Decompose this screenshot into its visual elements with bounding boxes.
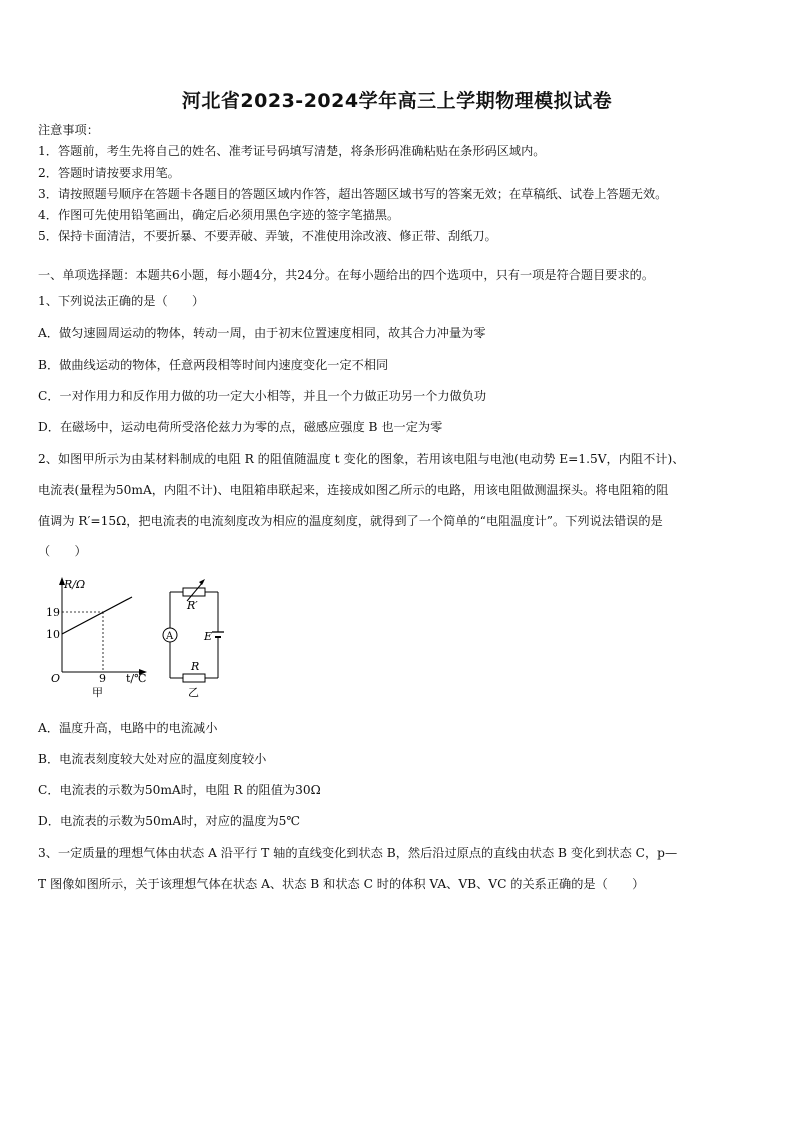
question-stem-line: T 图像如图所示，关于该理想气体在状态 A、状态 B 和状态 C 时的体积 VA、VB、VC 的关系正确的是（ ） (38, 877, 645, 891)
option-d: D．在磁场中，运动电荷所受洛伦兹力为零的点，磁感应强度 B 也一定为零 (38, 420, 443, 434)
y-tick-19: 19 (46, 606, 60, 619)
q2-figure (38, 572, 248, 707)
rbox-label: R′ (187, 599, 198, 612)
x-tick-9: 9 (99, 672, 106, 685)
circuit-diagram (163, 579, 224, 699)
option-c: C．一对作用力和反作用力做的功一定大小相等，并且一个力做正功另一个力做负功 (38, 389, 487, 403)
option-b: B．做曲线运动的物体，任意两段相等时间内速度变化一定不相同 (38, 358, 389, 372)
notice-heading: 注意事项： (38, 123, 99, 137)
question-stem-line: 电流表(量程为50mA，内阻不计)、电阻箱串联起来，连接成如图乙所示的电路，用该电阻做测温探头。将电阻箱的阻 (38, 483, 669, 497)
graph-caption: 甲 (92, 686, 103, 699)
page-title: 河北省2023-2024学年高三上学期物理模拟试卷 (181, 90, 613, 112)
notice-item: 3．请按照题号顺序在答题卡各题目的答题区域内作答，超出答题区域书写的答案无效；在草稿纸、试卷上答题无效。 (38, 187, 668, 201)
notice-item: 5．保持卡面清洁，不要折暴、不要弄破、弄皱，不准使用涂改液、修正带、刮纸刀。 (38, 229, 497, 243)
resistor-label: R (191, 660, 200, 673)
question-stem-line: 值调为 R′=15Ω，把电流表的电流刻度改为相应的温度刻度，就得到了一个简单的“电阻温度计”。下列说法错误的是 (38, 514, 663, 528)
x-axis-label: t/℃ (126, 672, 147, 685)
ammeter-label: A (166, 631, 174, 642)
question-stem-line: 2、如图甲所示为由某材料制成的电阻 R 的阻值随温度 t 变化的图象，若用该电阻与电池(电动势 E=1.5V，内阻不计)、 (38, 452, 685, 466)
circuit-caption: 乙 (188, 686, 199, 699)
origin-label: O (51, 672, 61, 685)
question-stem-line: 3、一定质量的理想气体由状态 A 沿平行 T 轴的直线变化到状态 B，然后沿过原点的直线由状态 B 变化到状态 C，p— (38, 846, 678, 860)
y-axis-label: R/Ω (64, 578, 86, 591)
notice-item: 2．答题时请按要求用笔。 (38, 166, 180, 180)
y-tick-10: 10 (46, 628, 60, 641)
option-b: B．电流表刻度较大处对应的温度刻度较小 (38, 752, 267, 766)
notice-item: 4．作图可先使用铅笔画出，确定后必须用黑色字迹的签字笔描黑。 (38, 208, 400, 222)
notice-item: 1．答题前，考生先将自己的姓名、准考证号码填写清楚，将条形码准确粘贴在条形码区域内。 (38, 144, 546, 158)
r-t-graph (46, 577, 147, 699)
question-stem: 1、下列说法正确的是（ ） (38, 294, 205, 308)
battery-label: E (204, 630, 213, 643)
option-d: D．电流表的示数为50mA时，对应的温度为5℃ (38, 814, 301, 828)
section-heading: 一、单项选择题：本题共6小题，每小题4分，共24分。在每小题给出的四个选项中，只有一项是符合题目要求的。 (38, 268, 655, 282)
option-a: A．温度升高，电路中的电流减小 (38, 721, 218, 735)
option-c: C．电流表的示数为50mA时，电阻 R 的阻值为30Ω (38, 783, 321, 797)
r-t-line (62, 597, 132, 634)
resistor (183, 674, 205, 682)
variable-arrow-head (199, 579, 205, 585)
question-stem-line: （ ） (38, 544, 87, 558)
option-a: A．做匀速圆周运动的物体，转动一周，由于初末位置速度相同，故其合力冲量为零 (38, 326, 486, 340)
